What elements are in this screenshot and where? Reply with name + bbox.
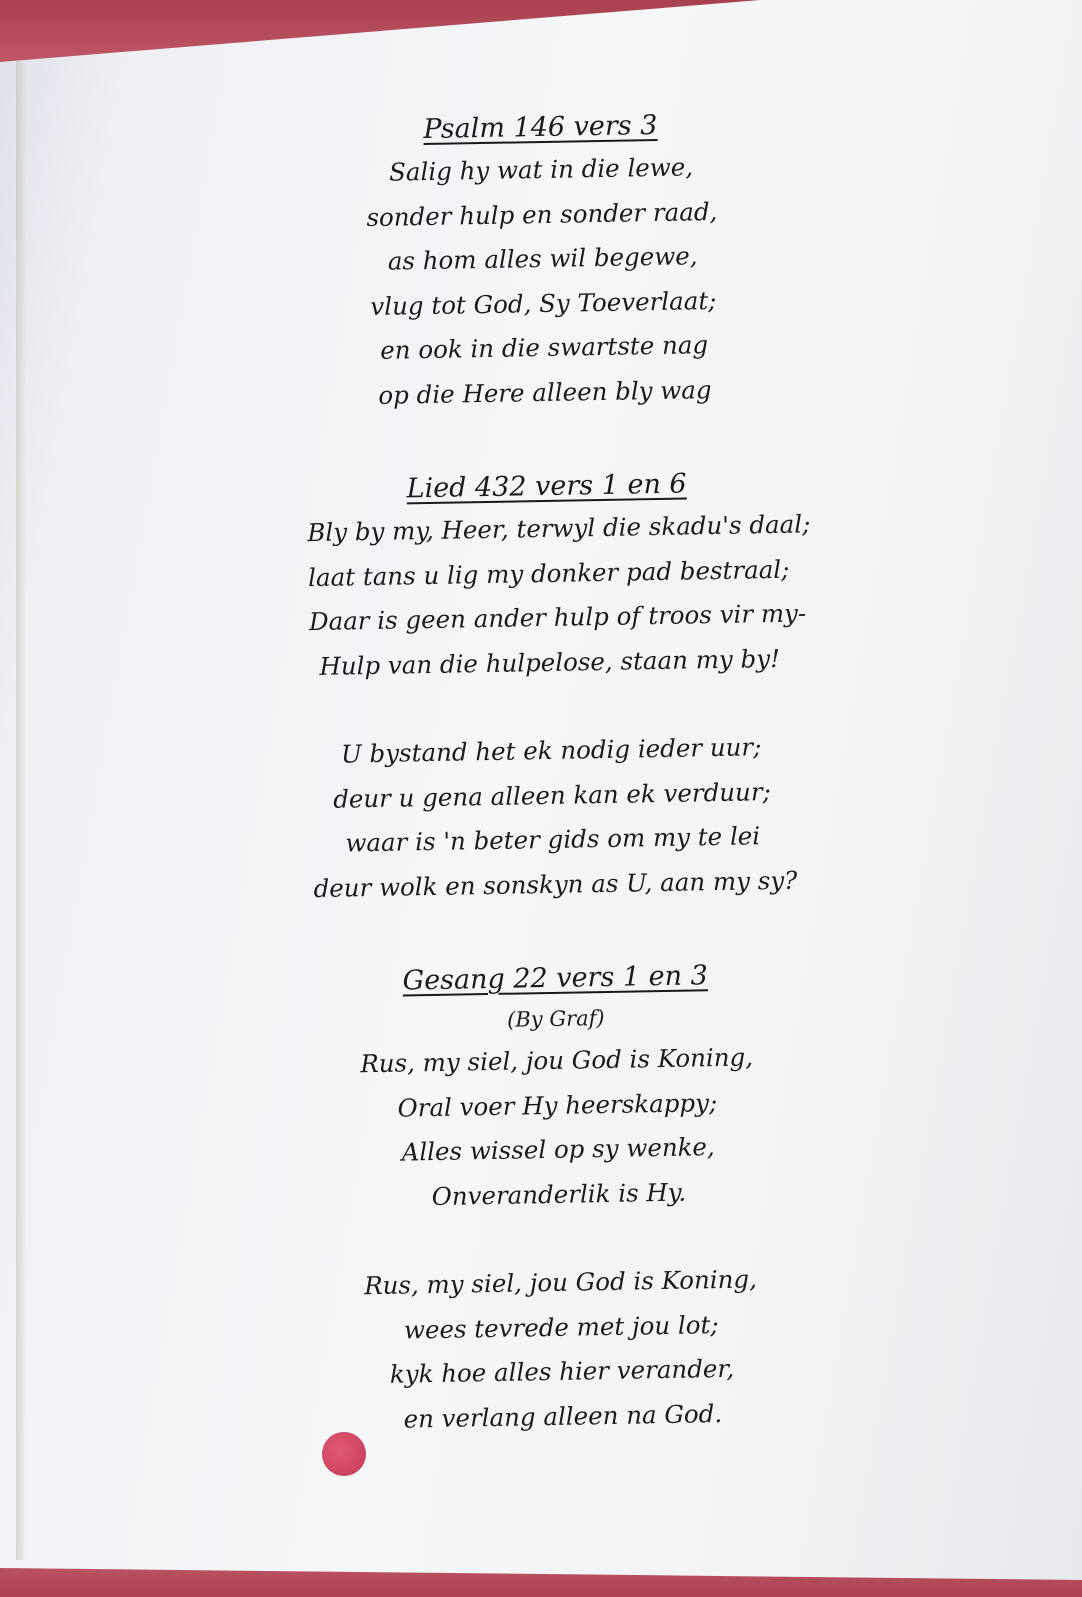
verse-line: kyk hoe alles hier verander, <box>389 1353 735 1389</box>
section-lied-432 <box>306 463 811 911</box>
section-note: (By Graf) <box>506 1006 605 1032</box>
verse-line: waar is 'n beter gids om my te lei <box>345 821 761 858</box>
stanza <box>301 144 786 419</box>
stanza <box>307 503 811 689</box>
verse-line: Oral voer Hy heerskappy; <box>397 1087 718 1123</box>
verse-line: laat tans u lig my donker pad bestraal; <box>307 554 790 592</box>
paper-fold <box>16 60 26 1560</box>
verse-line: as hom alles wil begewe, <box>387 241 698 276</box>
verse-line: Rus, my siel, jou God is Koning, <box>360 1042 754 1079</box>
stanza <box>320 1257 803 1443</box>
section-gesang-22 <box>315 955 803 1443</box>
verse-line: wees tevrede met jou lot; <box>403 1309 719 1345</box>
verse-line: op die Here alleen bly wag <box>378 374 712 410</box>
verse-line: Alles wissel op sy wenke, <box>401 1132 715 1167</box>
verse-line: Onveranderlik is Hy. <box>431 1177 687 1211</box>
section-title: Lied 432 vers 1 en 6 <box>406 468 687 505</box>
section-title: Psalm 146 vers 3 <box>423 109 658 146</box>
verse-line: U bystand het ek nodig ieder uur; <box>340 732 762 769</box>
verse-line: Bly by my, Heer, terwyl die skadu's daal; <box>307 509 811 548</box>
verse-line: vlug tot God, Sy Toeverlaat; <box>370 285 717 321</box>
verse-line: Rus, my siel, jou God is Koning, <box>363 1264 758 1301</box>
verse-line: Daar is geen ander hulp of troos vir my- <box>308 598 807 637</box>
verse-line: deur wolk en sonskyn as U, aan my sy? <box>313 865 798 903</box>
section-psalm-146 <box>300 104 785 419</box>
punch-hole <box>322 1432 366 1476</box>
hymn-program <box>300 104 811 1443</box>
verse-line: en verlang alleen na God. <box>403 1398 723 1434</box>
verse-line: sonder hulp en sonder raad, <box>366 196 718 232</box>
verse-line: en ook in die swartste nag <box>379 330 709 365</box>
stanza <box>311 725 798 911</box>
section-title: Gesang 22 vers 1 en 3 <box>402 960 709 997</box>
verse-line: Hulp van die hulpelose, staan my by! <box>319 643 781 681</box>
verse-line: Salig hy wat in die lewe, <box>388 152 694 187</box>
stanza <box>316 1035 799 1221</box>
verse-line: deur u gena alleen kan ek verduur; <box>332 776 772 814</box>
